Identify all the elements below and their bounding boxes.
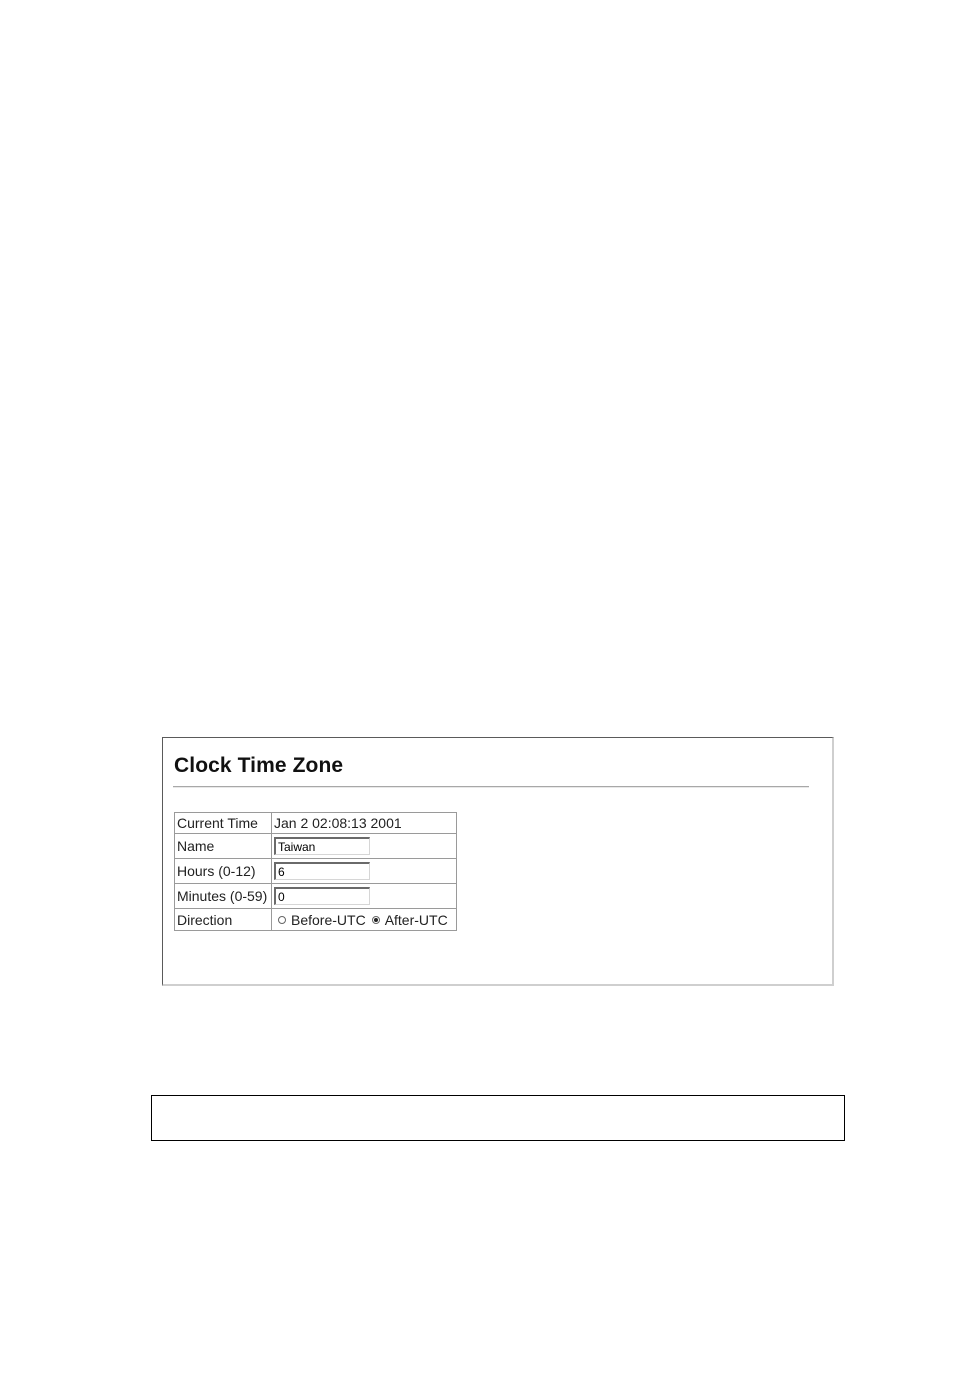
before-utc-radio[interactable] xyxy=(278,916,286,924)
minutes-cell xyxy=(272,884,457,909)
current-time-label: Current Time xyxy=(175,813,272,834)
hours-label: Hours (0-12) xyxy=(175,859,272,884)
minutes-row xyxy=(175,884,457,909)
name-label: Name xyxy=(175,834,272,859)
note-box xyxy=(151,1095,845,1141)
before-utc-label[interactable]: Before-UTC xyxy=(291,911,366,928)
current-time-value: Jan 2 02:08:13 2001 xyxy=(272,813,457,834)
hours-cell xyxy=(272,859,457,884)
hours-row xyxy=(175,859,457,884)
name-row xyxy=(175,834,457,859)
hours-input[interactable] xyxy=(274,862,370,880)
minutes-label: Minutes (0-59) xyxy=(175,884,272,909)
direction-row xyxy=(175,909,457,931)
name-input[interactable] xyxy=(274,837,370,855)
minutes-input[interactable] xyxy=(274,887,370,905)
name-cell xyxy=(272,834,457,859)
time-zone-form-table xyxy=(174,812,457,931)
direction-label: Direction xyxy=(175,909,272,931)
direction-cell xyxy=(272,909,457,931)
direction-radio-group xyxy=(274,912,454,928)
clock-time-zone-panel xyxy=(162,737,834,986)
title-divider xyxy=(173,786,809,788)
page-title: Clock Time Zone xyxy=(174,754,344,777)
after-utc-label[interactable]: After-UTC xyxy=(384,911,448,928)
current-time-row xyxy=(175,813,457,834)
after-utc-radio[interactable] xyxy=(372,916,380,924)
